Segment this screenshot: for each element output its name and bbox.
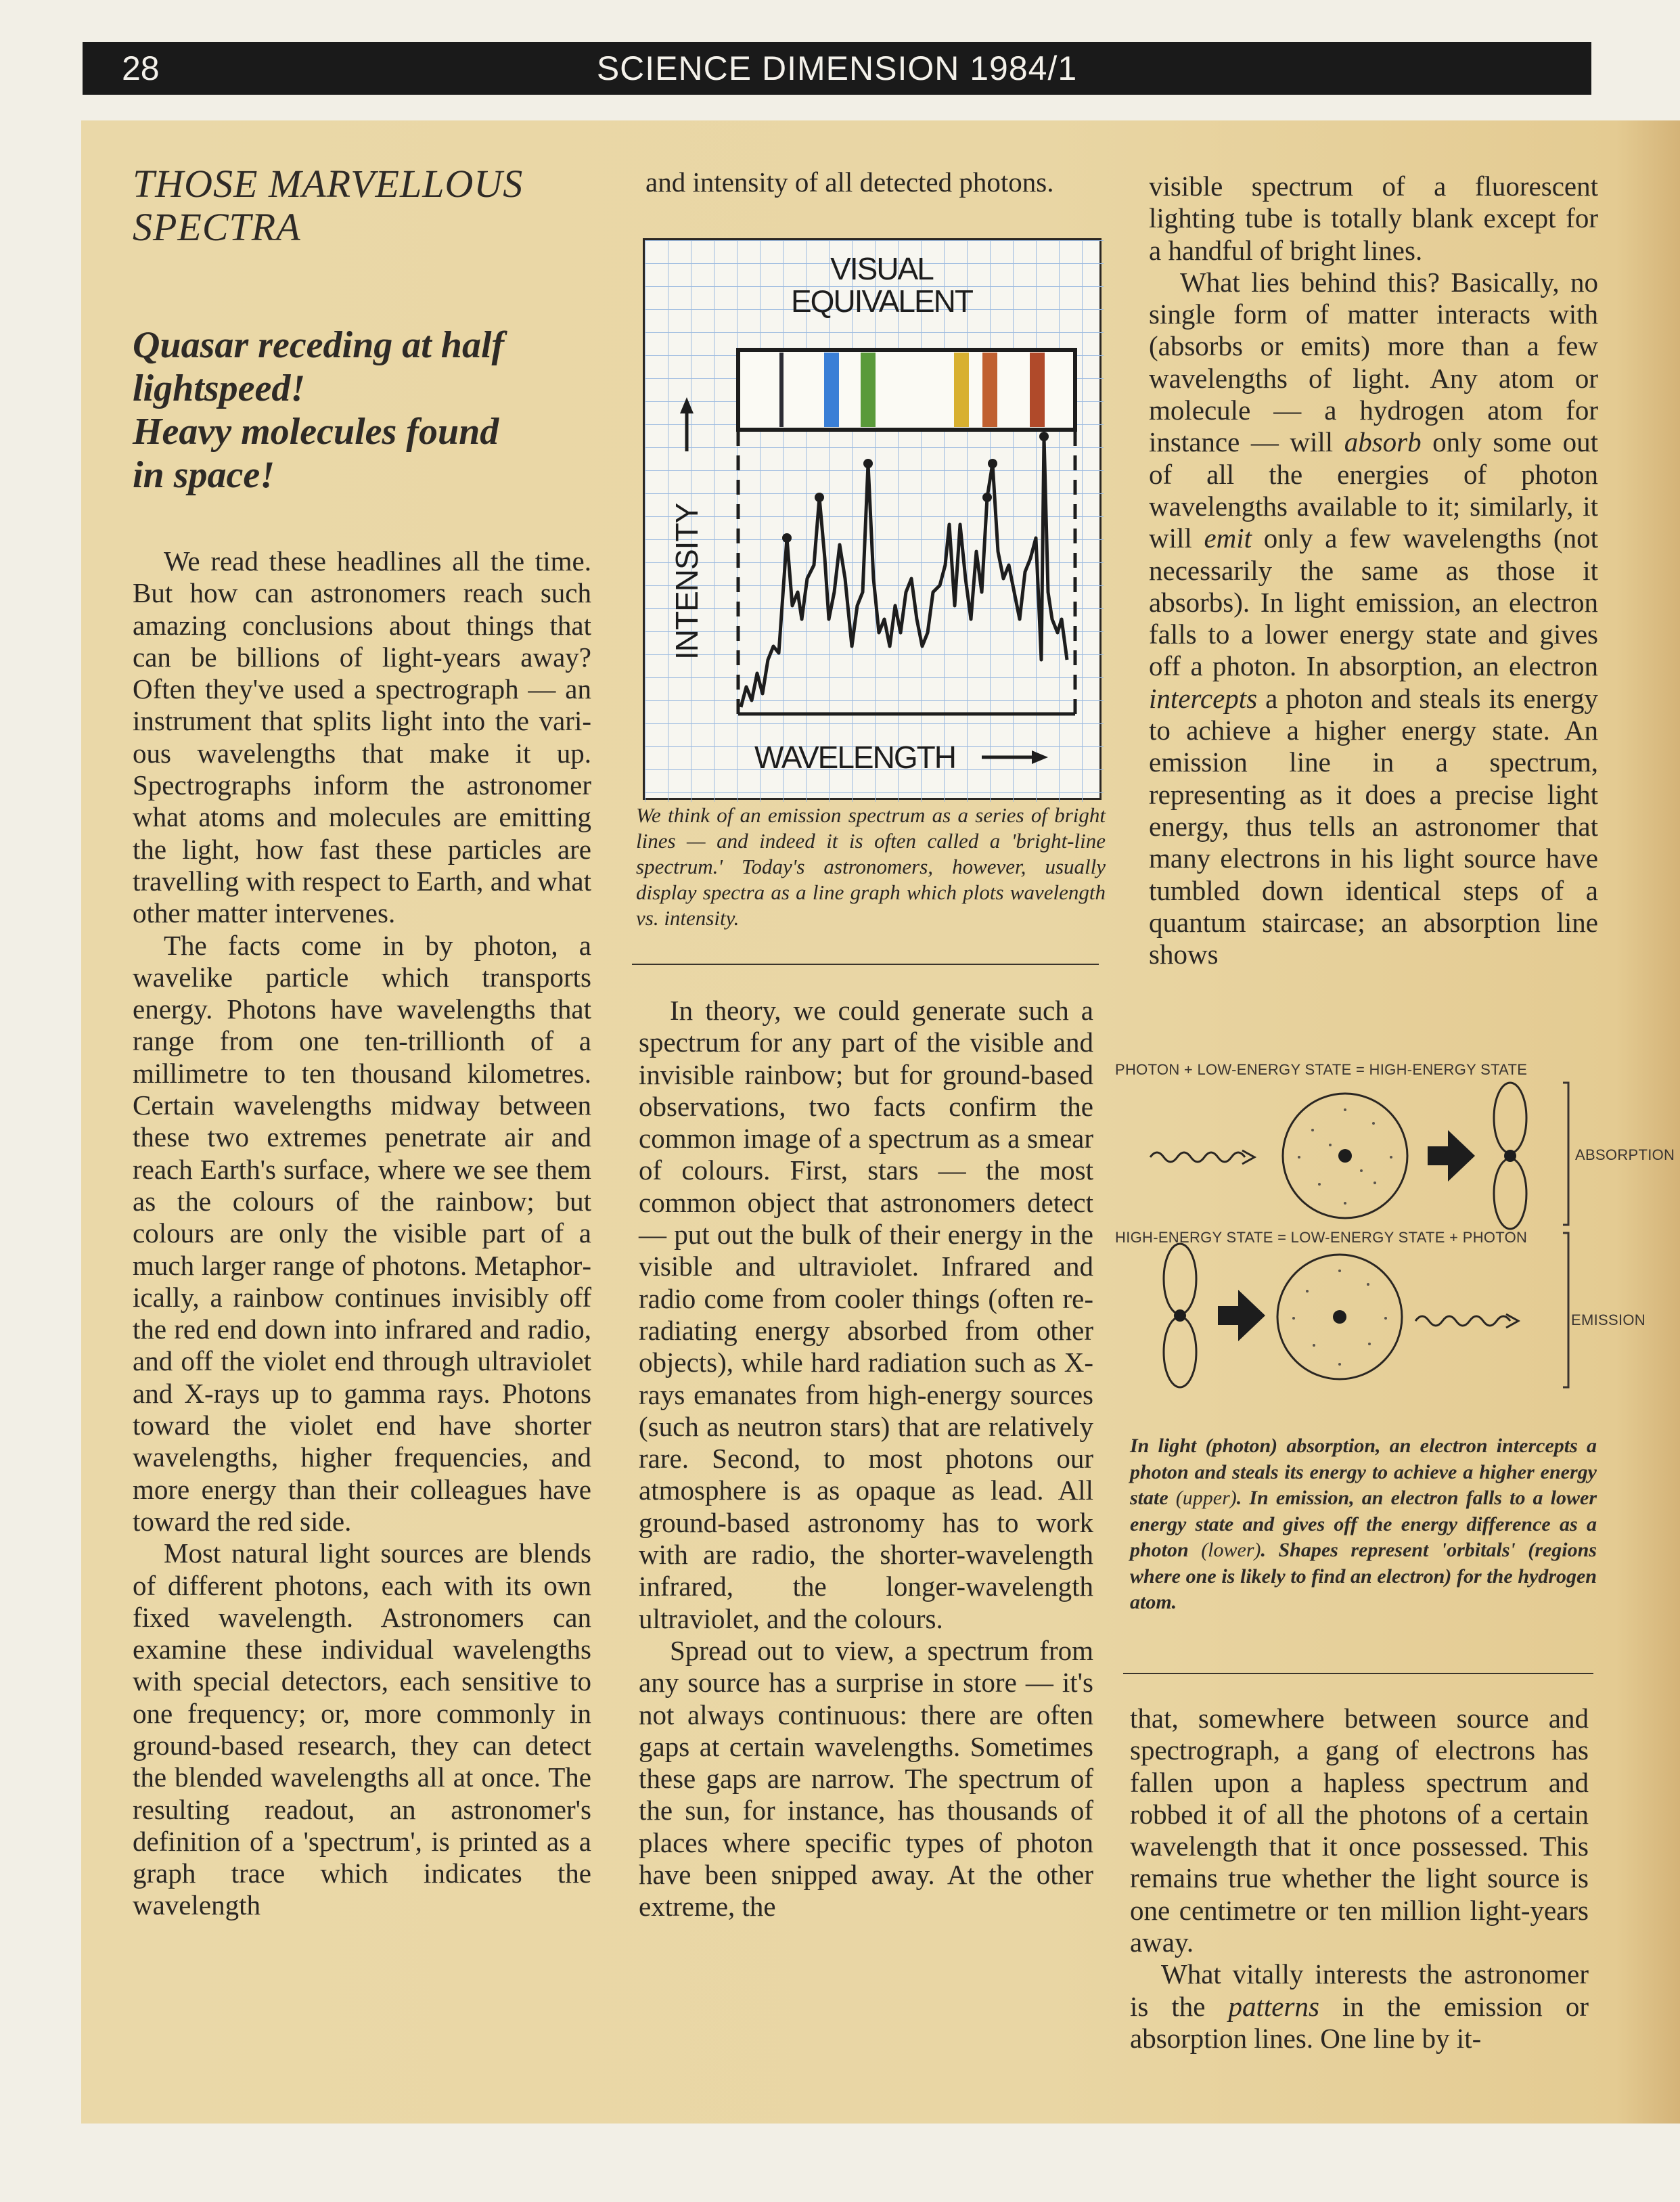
paragraph: The facts come in by photon, a wavelike particle which transports energy. Photons have wavelengths that range from one ten-trillionth of a millimetre to ten thousand kilometres. Certain wavelengths midway between these two extremes penetrate air and reach Earth's surface, where we see them as the colours of the rainbow; but colours are only the visible part of a much larger range of photons. Metaphorically, a rainbow continues invisibly off the red end down into infrared and radio, and off the violet end through ultraviolet and X-rays up to gamma rays. Photons toward the violet end have shorter wavelengths, higher frequencies, and more energy than their colleagues have toward the red side. (133, 929, 591, 1537)
bright-line (861, 353, 876, 427)
p-orbital-lower-lobe (1164, 1317, 1196, 1387)
paragraph: and intensity of all detected photons. (645, 166, 1054, 198)
text-run: in the emission or absorption lines. One line by it- (1130, 1990, 1589, 2054)
absorption-label: ABSORPTION (1575, 1146, 1675, 1163)
emission-bracket (1563, 1233, 1568, 1387)
headline-line: Heavy molecules found (133, 411, 499, 453)
column-2-top (645, 166, 1100, 198)
x-axis-label: WAVELENGTH (754, 740, 955, 775)
text-run: only a few wavelengths (not necessarily the same as those it absorbs). In light emission, an electron falls to a lower energy state and gives off a photon. In absorption, an electron (1149, 522, 1598, 682)
divider-rule (1123, 1673, 1593, 1674)
figure-2-caption (1130, 1433, 1597, 1616)
spectrum-diagram (645, 240, 1104, 802)
emphasis: absorb (1344, 426, 1422, 458)
text-run: What lies behind this? Basically, no single form of matter interacts with (absorbs or emits) more than a few wavelengths of light. Any atom or molecule — a hydrogen atom for instance — will (1149, 266, 1598, 458)
emission-label: EMISSION (1571, 1311, 1645, 1328)
text-run: In light (photon) absorption, an electron intercepts a photon and steals its energy to achieve a higher energy state (1130, 1435, 1597, 1509)
transition-arrow-icon (1218, 1290, 1265, 1341)
bright-line (982, 353, 997, 427)
graph-paper-grid (645, 240, 1104, 802)
figure-1-caption: We think of an emission spectrum as a series of bright lines — and indeed it is often called a 'bright-line spectrum.' Today's astronomers, however, usually display spectra as a line graph which plots wavelength vs. intensity. (636, 803, 1106, 930)
absorption-bracket (1563, 1083, 1568, 1225)
figure-title: EQUIVALENT (791, 284, 972, 319)
paragraph: Spread out to view, a spectrum from any source has a surprise in store — it's not always continuous: there are often gaps at certain wavelengths. Sometimes these gaps are narrow. The spectrum of the sun, for instance, has thousands of places where specific types of photon have been snipped away. At the other extreme, the (639, 1634, 1093, 1923)
emission-equation-label: HIGH-ENERGY STATE = LOW-ENERGY STATE + PHOTON (1115, 1229, 1528, 1246)
divider-rule (632, 964, 1099, 965)
transition-arrow-icon (1428, 1130, 1475, 1182)
nucleus-icon (1174, 1309, 1186, 1322)
emphasis: emit (1204, 522, 1252, 554)
column-3-top (1149, 171, 1598, 970)
text-run: . In emission, an electron falls to a lower energy state and gives off the energy difference as a photon (1130, 1487, 1597, 1561)
article-title-line: SPECTRA (133, 205, 301, 249)
headline-line: in space! (133, 454, 275, 496)
peak-dot (863, 459, 873, 468)
bright-line (954, 353, 969, 427)
bright-line (1030, 353, 1045, 427)
running-head: SCIENCE DIMENSION 1984/1 (596, 49, 1078, 87)
photon-wave-icon (1150, 1152, 1245, 1162)
emphasis: intercepts (1149, 682, 1258, 714)
paragraph: In theory, we could generate such a spectrum for any part of the visible and invisible rainbow; but for ground-based observations, two facts confirm the common image of a spectrum as a smear of colours. First, stars — the most common object that astronomers detect — put out the bulk of their energy in the visible and ultraviolet. Infrared and radio come from cooler things (often reradiating energy absorbed from other objects), while hard radiation such as X-rays emanates from high-energy sources (such as neutron stars) that are relatively rare. Second, to most photons our atmosphere is as opaque as lead. All ground-based astronomy has to work with are radio, the shorter-wavelength infrared, the longer-wavelength ultraviolet, and the colours. (639, 995, 1093, 1634)
bright-line (824, 353, 839, 427)
text-run: (lower) (1201, 1539, 1261, 1561)
paragraph: that, somewhere between source and spectrograph, a gang of electrons has fallen upon a hapless spectrum and robbed it of all the photons of a certain wavelength that it once possessed. This remains true whether the light source is one centimetre or ten million light-years away. (1130, 1703, 1589, 1958)
text-run: What vitally interests the astronomer is the (1130, 1958, 1589, 2022)
peak-dot (1039, 432, 1049, 441)
orbital-diagram (1110, 1056, 1680, 1408)
photon-wave-icon (1415, 1316, 1510, 1326)
nucleus-icon (1333, 1310, 1346, 1324)
photon-arrow-icon (1506, 1314, 1518, 1328)
peak-dot (982, 493, 992, 502)
text-run: a photon and steals its energy to achieve a higher energy state. An emission line in a spectrum, representing as it does a precise light energy, thus tells an astronomer that many electrons in his light source have tumbled down identical steps of a quantum staircase; an absorption line shows (1149, 682, 1598, 970)
headline-line: Quasar receding at half (133, 324, 505, 366)
column-3-bottom (1130, 1703, 1589, 2054)
paragraph: visible spectrum of a fluorescent lighting tube is totally blank except for a handful of bright lines. (1149, 171, 1598, 266)
headline-line: lightspeed! (133, 367, 306, 409)
text-run: only some out of all the energies of photon wavelengths available to it; similarly, it will (1149, 426, 1598, 554)
paragraph (1130, 1958, 1589, 2054)
y-axis-label: INTENSITY (669, 503, 704, 660)
text-run: . Shapes represent 'orbitals' (regions where one is likely to find an electron) for the hydrogen atom. (1130, 1539, 1597, 1613)
spectrum-figure (643, 238, 1102, 800)
bright-line-strip (738, 350, 1075, 430)
paragraph: Most natural light sources are blends of different photons, each with its own fixed wavelength. Astronomers can examine these individual wavelengths with special detectors, each sensitive to one frequency; or, more commonly in ground-based research, they can detect the blended wavelengths all at once. The resulting readout, an astronomer's definition of a 'spectrum', is printed as a graph trace which indicates the wavelength (133, 1537, 591, 1921)
p-orbital-upper-lobe (1164, 1244, 1196, 1314)
article-title (133, 162, 591, 249)
page-number: 28 (122, 49, 160, 87)
paragraph: We read these headlines all the time. But how can astronomers reach such amazing conclusions about things that can be billions of light-years away? Often they've used a spectrograph — an instrument that splits light into the various wavelengths that make it up. Spectrographs inform the astronomer what atoms and molecules are emitting the light, how fast these particles are travelling with respect to Earth, and what other matter intervenes. (133, 545, 591, 929)
bright-line (779, 353, 784, 427)
running-header-bar (83, 42, 1591, 95)
p-orbital-upper-lobe (1494, 1083, 1526, 1153)
column-2-body (639, 995, 1093, 1923)
article-title-line: THOSE MARVELLOUS (133, 162, 524, 206)
peak-dot (988, 459, 997, 468)
sample-headlines (133, 323, 591, 497)
emphasis: patterns (1228, 1990, 1319, 2022)
column-1-body (133, 545, 591, 1922)
column-1-heading (133, 162, 591, 558)
text-run: (upper) (1175, 1487, 1237, 1509)
peak-dot (815, 493, 824, 502)
nucleus-icon (1338, 1149, 1352, 1163)
absorption-equation-label: PHOTON + LOW-ENERGY STATE = HIGH-ENERGY STATE (1115, 1061, 1528, 1078)
absorption-emission-figure (1110, 1056, 1680, 1408)
nucleus-icon (1504, 1150, 1516, 1162)
figure-title: VISUAL (830, 251, 933, 286)
paragraph (1149, 267, 1598, 971)
peak-dot (782, 533, 792, 543)
p-orbital-lower-lobe (1494, 1159, 1526, 1229)
